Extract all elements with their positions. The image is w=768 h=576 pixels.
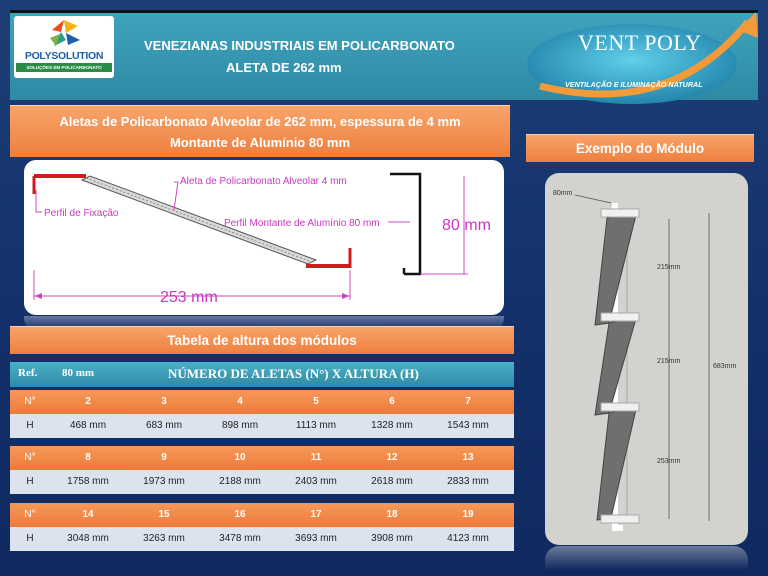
h-cell: 683 mm <box>145 420 183 431</box>
module-reflection <box>545 546 748 570</box>
n-cell: 8 <box>85 452 91 463</box>
n-cell: 16 <box>234 509 246 520</box>
module-profile <box>601 515 639 523</box>
h-cell: 2618 mm <box>371 476 413 487</box>
table-row-n <box>10 446 514 470</box>
h-cell: 3693 mm <box>295 533 337 544</box>
h-cell: 1973 mm <box>143 476 185 487</box>
n-label: N° <box>24 509 36 520</box>
fixing-callout-line <box>36 190 42 212</box>
polysolution-logo <box>14 16 114 78</box>
ventpoly-logo <box>520 8 768 108</box>
spec-banner <box>10 105 510 157</box>
polysolution-brand: POLYSOLUTION <box>24 50 104 62</box>
n-cell: 3 <box>161 396 167 407</box>
h-cell: 2833 mm <box>447 476 489 487</box>
n-cell: 18 <box>386 509 398 520</box>
h-cell: 3263 mm <box>143 533 185 544</box>
h-cell: 898 mm <box>221 420 259 431</box>
h-cell: 3048 mm <box>67 533 109 544</box>
h-cell: 3478 mm <box>219 533 261 544</box>
module-drawing <box>545 173 748 545</box>
h-cell: 2188 mm <box>219 476 261 487</box>
n-cell: 15 <box>158 509 170 520</box>
n-cell: 6 <box>389 396 395 407</box>
technical-drawing <box>24 160 504 315</box>
ventpoly-brand: VENT POLY <box>578 30 702 55</box>
n-cell: 2 <box>85 396 91 407</box>
h-cell: 1758 mm <box>67 476 109 487</box>
module-dim-2: 215mm <box>657 358 681 365</box>
aleta-callout-line <box>174 182 178 210</box>
n-cell: 12 <box>386 452 398 463</box>
spec-line-1: Aletas de Policarbonato Alveolar de 262 mm, espessura de 4 mm <box>59 114 461 129</box>
table-row-n <box>10 503 514 527</box>
h-cell: 1328 mm <box>371 420 413 431</box>
n-label: N° <box>24 396 36 407</box>
width-dimension-label: 253 mm <box>160 289 218 306</box>
table-header: NÚMERO DE ALETAS (N°) X ALTURA (H) <box>168 366 419 381</box>
height-dimension-label: 80 mm <box>442 217 491 234</box>
module-profile <box>601 209 639 217</box>
drawing-svg <box>24 160 504 315</box>
n-cell: 5 <box>313 396 319 407</box>
aluminium-mount-shape <box>390 174 420 274</box>
module-dim-total: 683mm <box>713 363 737 370</box>
module-example-panel <box>545 173 748 545</box>
ventpoly-tagline: VENTILAÇÃO E ILUMINAÇÃO NATURAL <box>565 80 703 89</box>
h-label: H <box>26 476 34 487</box>
page-title: VENEZIANAS INDUSTRIAIS EM POLICARBONATO <box>144 38 455 53</box>
h-cell: 1543 mm <box>447 420 489 431</box>
table-group-1 <box>10 390 514 438</box>
table-banner: Tabela de altura dos módulos <box>10 326 514 354</box>
h-cell: 3908 mm <box>371 533 413 544</box>
mount-profile-label: Perfil Montante de Alumínio 80 mm <box>224 218 380 229</box>
table-row-n <box>10 390 514 414</box>
ref-bar <box>10 362 514 387</box>
table-row-h <box>10 470 514 494</box>
n-cell: 19 <box>462 509 474 520</box>
n-cell: 14 <box>82 509 94 520</box>
n-label: N° <box>24 452 36 463</box>
n-cell: 9 <box>161 452 167 463</box>
h-label: H <box>26 420 34 431</box>
module-dim-3: 253mm <box>657 458 681 465</box>
n-cell: 7 <box>465 396 471 407</box>
h-cell: 4123 mm <box>447 533 489 544</box>
h-label: H <box>26 533 34 544</box>
table-group-3 <box>10 503 514 551</box>
h-cell: 468 mm <box>69 420 107 431</box>
example-banner: Exemplo do Módulo <box>526 134 754 162</box>
n-cell: 4 <box>237 396 243 407</box>
table-row-h <box>10 527 514 551</box>
fixing-profile-label: Perfil de Fixação <box>44 208 119 219</box>
table-row-h <box>10 414 514 438</box>
module-profile <box>601 403 639 411</box>
polysolution-tagline: SOLUÇÕES EM POLICARBONATO <box>16 63 112 72</box>
ref-value: 80 mm <box>62 367 95 379</box>
n-cell: 10 <box>234 452 246 463</box>
arrow-left-icon <box>34 293 42 299</box>
page-subtitle: ALETA DE 262 mm <box>226 60 342 75</box>
module-top-dim-line <box>575 195 611 203</box>
n-cell: 17 <box>310 509 322 520</box>
module-profile <box>601 313 639 321</box>
arrow-right-icon <box>342 293 350 299</box>
h-cell: 2403 mm <box>295 476 337 487</box>
module-dim-top: 80mm <box>553 190 573 197</box>
table-group-2 <box>10 446 514 494</box>
aleta-label: Aleta de Policarbonato Alveolar 4 mm <box>180 176 347 187</box>
n-cell: 13 <box>462 452 474 463</box>
spec-line-2: Montante de Alumínio 80 mm <box>169 135 351 150</box>
star-logo-icon <box>14 16 114 52</box>
ref-label: Ref. <box>18 367 38 379</box>
module-dim-1: 215mm <box>657 264 681 271</box>
n-cell: 11 <box>310 452 322 463</box>
h-cell: 1113 mm <box>295 420 337 431</box>
